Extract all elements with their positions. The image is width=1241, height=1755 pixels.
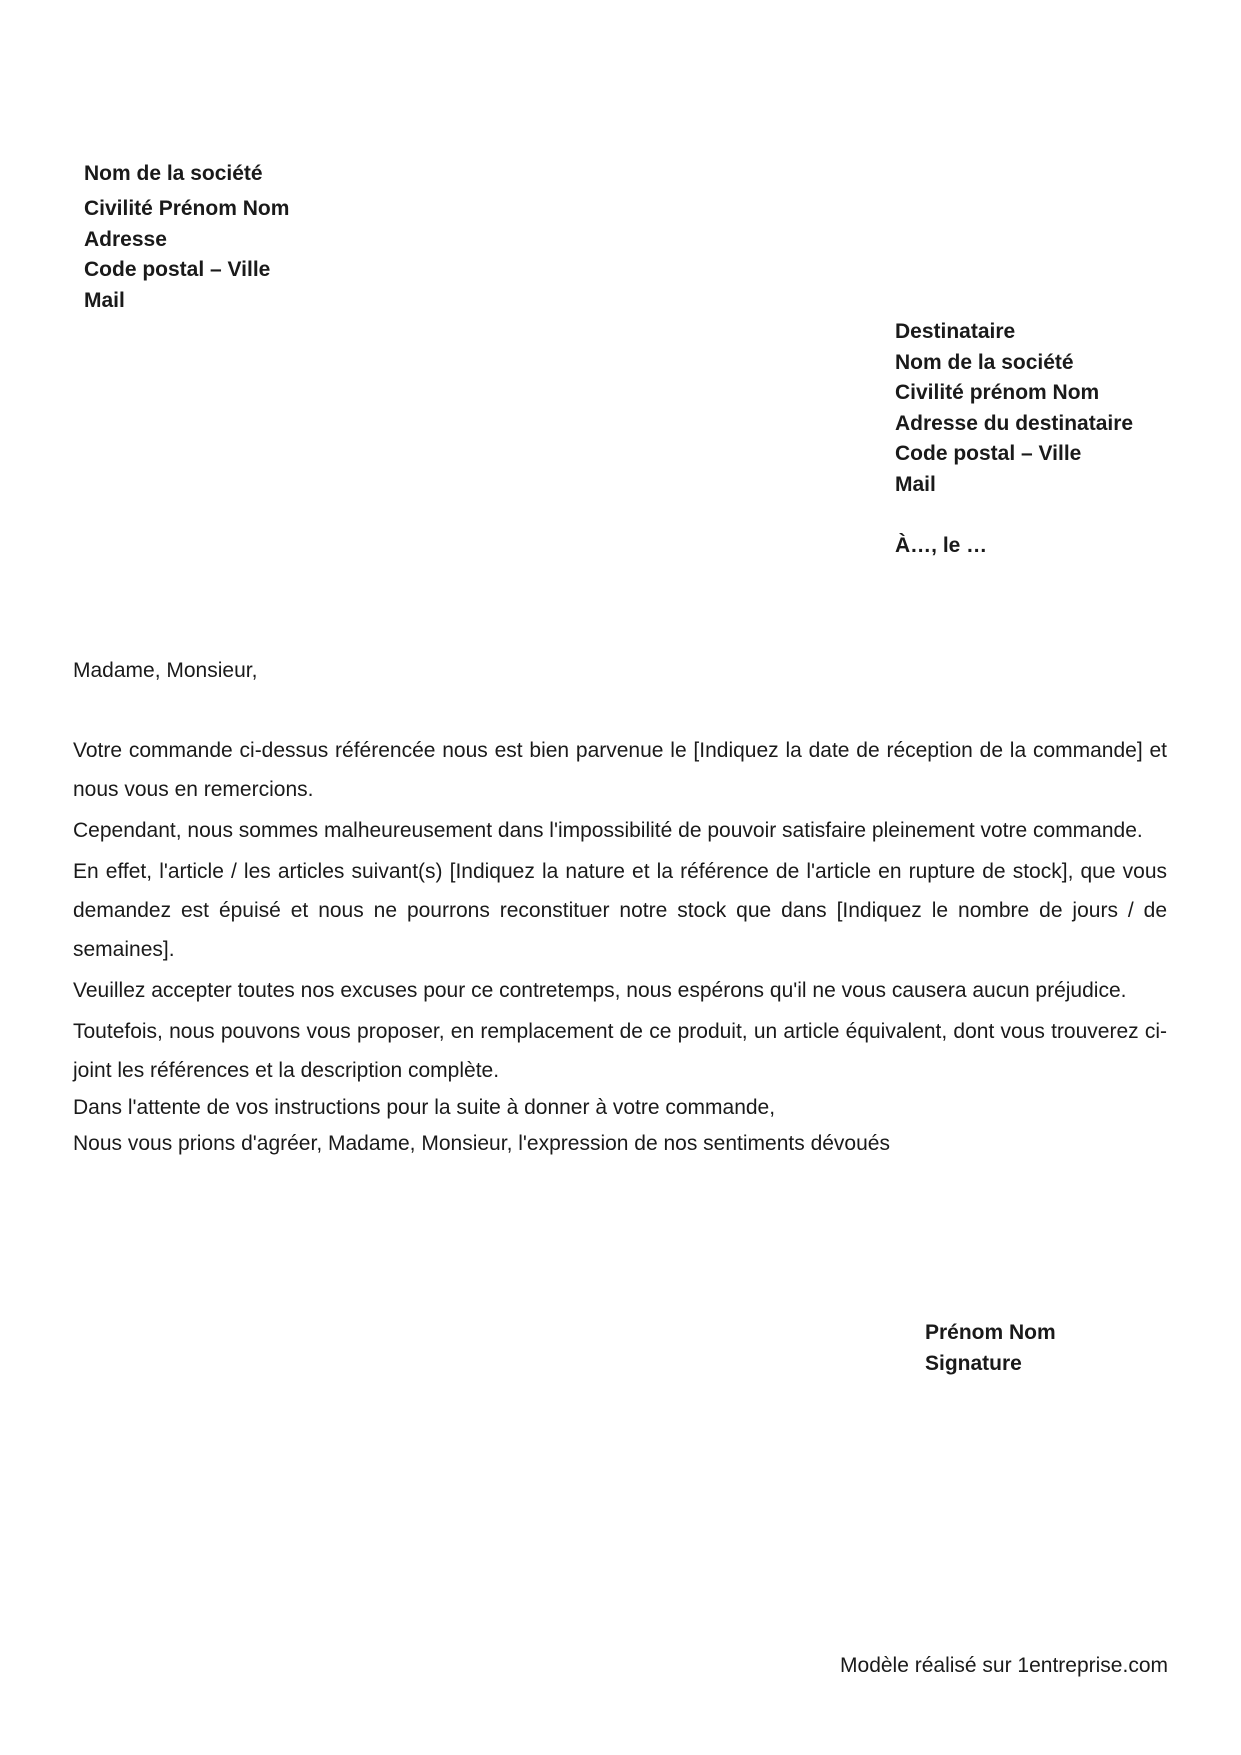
recipient-name: Civilité prénom Nom bbox=[895, 381, 1100, 405]
recipient-label: Destinataire bbox=[895, 320, 1016, 343]
signature-block bbox=[925, 1318, 1056, 1379]
paragraph-out-of-stock: En effet, l'article / les articles suivant(s) [Indiquez la nature et la référence de l'article en rupture de stock], que vous demandez est épuisé et nous ne pourrons reconstituer notre stock que dans [Indiquez le nombre de jours / de semaines]. bbox=[73, 860, 1167, 961]
recipient-postal-city: Code postal – Ville bbox=[895, 442, 1082, 466]
signature-name: Prénom Nom bbox=[925, 1321, 1056, 1344]
footer-credit: Modèle réalisé sur 1entreprise.com bbox=[840, 1654, 1168, 1677]
letter-body bbox=[73, 731, 1167, 1162]
recipient-address: Adresse du destinataire bbox=[895, 411, 1134, 435]
paragraph-apologies: Veuillez accepter toutes nos excuses pour ce contretemps, nous espérons qu'il ne vous causera aucun préjudice. bbox=[73, 979, 1127, 1002]
paragraph-alternative: Toutefois, nous pouvons vous proposer, en remplacement de ce produit, un article équivalent, dont vous trouverez ci-joint les références et la description complète. bbox=[73, 1020, 1167, 1082]
sender-postal-city: Code postal – Ville bbox=[84, 258, 271, 281]
sender-address: Adresse bbox=[84, 227, 167, 251]
paragraph-cannot-fulfil: Cependant, nous sommes malheureusement dans l'impossibilité de pouvoir satisfaire pleinement votre commande. bbox=[73, 819, 1143, 842]
recipient-block bbox=[895, 317, 1133, 501]
paragraph-closing-formula: Nous vous prions d'agréer, Madame, Monsieur, l'expression de nos sentiments dévoués bbox=[73, 1132, 890, 1155]
signature-label: Signature bbox=[925, 1351, 1022, 1375]
sender-mail: Mail bbox=[84, 288, 125, 312]
greeting: Madame, Monsieur, bbox=[73, 659, 258, 682]
place-date-line: À…, le … bbox=[895, 534, 988, 557]
sender-block bbox=[84, 160, 289, 316]
paragraph-awaiting-instructions: Dans l'attente de vos instructions pour la suite à donner à votre commande, bbox=[73, 1096, 776, 1119]
recipient-mail: Mail bbox=[895, 472, 936, 496]
paragraph-order-received: Votre commande ci-dessus référencée nous est bien parvenue le [Indiquez la date de réception de la commande] et nous vous en remercions. bbox=[73, 739, 1167, 801]
recipient-company: Nom de la société bbox=[895, 350, 1074, 374]
sender-name: Civilité Prénom Nom bbox=[84, 197, 290, 220]
sender-company: Nom de la société bbox=[84, 162, 263, 185]
